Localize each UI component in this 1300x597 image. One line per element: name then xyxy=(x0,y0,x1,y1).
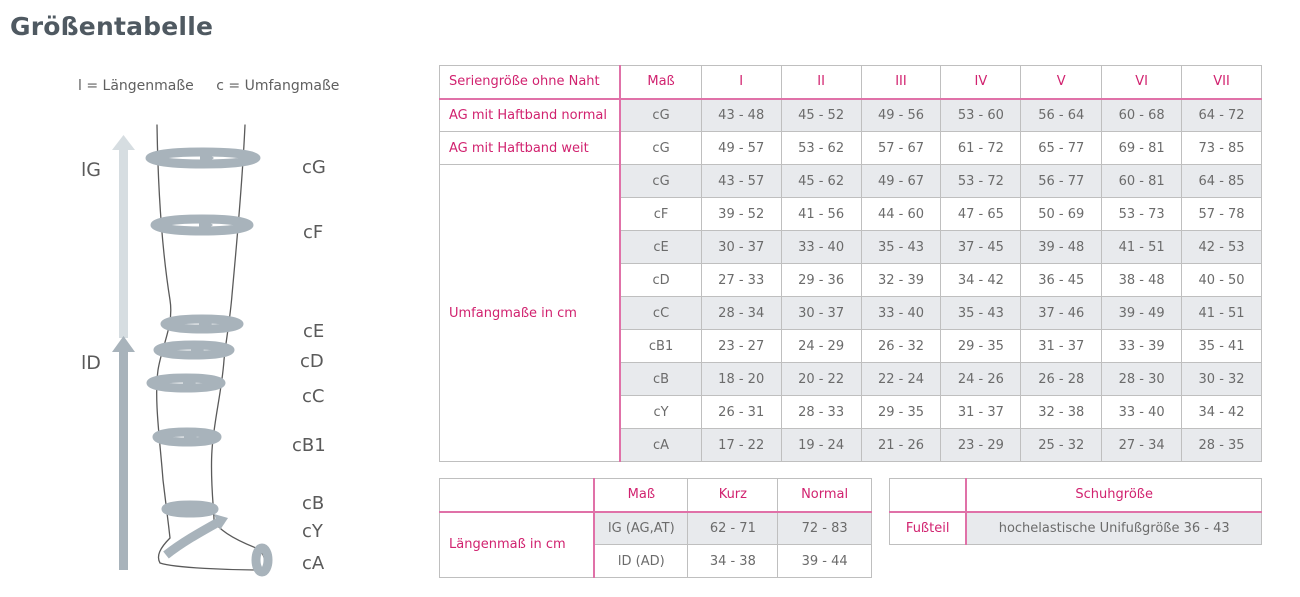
ring-arrow-icon xyxy=(158,341,230,359)
header-size-IV: IV xyxy=(941,66,1021,99)
table-cell: 45 - 52 xyxy=(781,99,861,132)
table-cell: 29 - 36 xyxy=(781,264,861,297)
table-cell: 44 - 60 xyxy=(861,198,941,231)
label-cG: cG xyxy=(302,157,326,178)
cell-mass: cG xyxy=(620,99,701,132)
table-cell: 38 - 48 xyxy=(1102,264,1182,297)
table-cell: 26 - 31 xyxy=(701,396,781,429)
ring-arrow-icon xyxy=(150,148,256,168)
table-cell: 49 - 67 xyxy=(861,165,941,198)
ring-arrow-icon xyxy=(166,501,214,517)
table-cell: 47 - 65 xyxy=(941,198,1021,231)
table-cell: 37 - 46 xyxy=(1021,297,1102,330)
header-schuhgroesse: Schuhgröße xyxy=(966,479,1261,512)
shoe-size-table xyxy=(889,478,1262,545)
table-cell: hochelastische Unifußgröße 36 - 43 xyxy=(966,512,1261,545)
label-cA: cA xyxy=(302,553,325,574)
page-title: Größentabelle xyxy=(10,12,214,41)
table-cell: 49 - 57 xyxy=(701,132,781,165)
table-cell: 39 - 44 xyxy=(778,545,872,578)
table-cell: 17 - 22 xyxy=(701,429,781,462)
header-size-III: III xyxy=(861,66,941,99)
header-size-VII: VII xyxy=(1182,66,1262,99)
table-cell: 43 - 57 xyxy=(701,165,781,198)
ring-arrow-icon xyxy=(166,514,228,555)
cell-mass: cG xyxy=(620,132,701,165)
table-cell: 41 - 51 xyxy=(1182,297,1262,330)
table-cell: 49 - 56 xyxy=(861,99,941,132)
table-cell: 69 - 81 xyxy=(1102,132,1182,165)
cell-mass: cG xyxy=(620,165,701,198)
row-label: Fußteil xyxy=(890,512,967,545)
size-table-header xyxy=(440,66,1262,99)
header-mass: Maß xyxy=(620,66,701,99)
table-cell: 33 - 40 xyxy=(1102,396,1182,429)
cell-mass: cC xyxy=(620,297,701,330)
table-cell: 29 - 35 xyxy=(861,396,941,429)
ring-arrow-icon xyxy=(155,215,249,235)
table-cell: 62 - 71 xyxy=(688,512,778,545)
table-cell: 28 - 34 xyxy=(701,297,781,330)
length-table-header xyxy=(440,479,872,512)
table-cell: 27 - 34 xyxy=(1102,429,1182,462)
table-cell: 20 - 22 xyxy=(781,363,861,396)
table-cell: 19 - 24 xyxy=(781,429,861,462)
cell-mass: cF xyxy=(620,198,701,231)
cell-mass: cB1 xyxy=(620,330,701,363)
ring-arrow-icon xyxy=(151,374,221,392)
table-cell: 33 - 40 xyxy=(781,231,861,264)
header-empty xyxy=(440,479,595,512)
table-cell: 24 - 29 xyxy=(781,330,861,363)
row-label: Längenmaß in cm xyxy=(440,512,595,578)
table-cell: 39 - 49 xyxy=(1102,297,1182,330)
table-cell: 30 - 37 xyxy=(781,297,861,330)
leg-diagram xyxy=(0,0,380,597)
table-cell: 31 - 37 xyxy=(941,396,1021,429)
table-cell: 72 - 83 xyxy=(778,512,872,545)
label-lG: lG xyxy=(81,159,102,181)
table-cell: 31 - 37 xyxy=(1021,330,1102,363)
table-cell: 73 - 85 xyxy=(1182,132,1262,165)
table-cell: 26 - 28 xyxy=(1021,363,1102,396)
table-cell: 42 - 53 xyxy=(1182,231,1262,264)
table-cell: 53 - 73 xyxy=(1102,198,1182,231)
table-cell: 45 - 62 xyxy=(781,165,861,198)
table-cell: 57 - 67 xyxy=(861,132,941,165)
table-row xyxy=(440,99,1262,132)
table-cell: 30 - 32 xyxy=(1182,363,1262,396)
table-cell: 25 - 32 xyxy=(1021,429,1102,462)
table-cell: 56 - 64 xyxy=(1021,99,1102,132)
cell-mass: cE xyxy=(620,231,701,264)
arrow-up-icon xyxy=(112,135,135,338)
table-cell: 35 - 43 xyxy=(861,231,941,264)
label-cE: cE xyxy=(303,321,325,342)
table-cell: 41 - 51 xyxy=(1102,231,1182,264)
table-cell: 64 - 72 xyxy=(1182,99,1262,132)
table-cell: 57 - 78 xyxy=(1182,198,1262,231)
label-cF: cF xyxy=(303,222,324,243)
cell-mass: cY xyxy=(620,396,701,429)
header-normal: Normal xyxy=(778,479,872,512)
header-mass: Maß xyxy=(594,479,688,512)
shoe-table-header xyxy=(890,479,1262,512)
size-table xyxy=(439,65,1262,462)
table-cell: 37 - 45 xyxy=(941,231,1021,264)
row-label: AG mit Haftband normal xyxy=(440,99,621,132)
table-cell: 34 - 42 xyxy=(941,264,1021,297)
table-cell: 34 - 42 xyxy=(1182,396,1262,429)
table-cell: 39 - 48 xyxy=(1021,231,1102,264)
header-kurz: Kurz xyxy=(688,479,778,512)
table-row xyxy=(440,512,872,545)
table-cell: 34 - 38 xyxy=(688,545,778,578)
header-empty xyxy=(890,479,967,512)
table-cell: 35 - 43 xyxy=(941,297,1021,330)
table-cell: 36 - 45 xyxy=(1021,264,1102,297)
table-cell: 56 - 77 xyxy=(1021,165,1102,198)
cell-mass: lD (AD) xyxy=(594,545,688,578)
table-cell: 29 - 35 xyxy=(941,330,1021,363)
cell-mass: cB xyxy=(620,363,701,396)
table-cell: 64 - 85 xyxy=(1182,165,1262,198)
table-cell: 30 - 37 xyxy=(701,231,781,264)
table-cell: 60 - 81 xyxy=(1102,165,1182,198)
table-cell: 53 - 72 xyxy=(941,165,1021,198)
row-label: AG mit Haftband weit xyxy=(440,132,621,165)
header-size-VI: VI xyxy=(1102,66,1182,99)
header-size-V: V xyxy=(1021,66,1102,99)
table-cell: 28 - 35 xyxy=(1182,429,1262,462)
table-row xyxy=(440,165,1262,198)
table-cell: 50 - 69 xyxy=(1021,198,1102,231)
table-cell: 41 - 56 xyxy=(781,198,861,231)
table-cell: 35 - 41 xyxy=(1182,330,1262,363)
table-cell: 33 - 39 xyxy=(1102,330,1182,363)
legend-length: l = Längenmaße xyxy=(78,78,194,94)
table-cell: 33 - 40 xyxy=(861,297,941,330)
arrow-up-icon xyxy=(112,336,135,570)
table-cell: 27 - 33 xyxy=(701,264,781,297)
label-cD: cD xyxy=(300,351,324,372)
ring-arrow-icon xyxy=(165,315,239,333)
table-cell: 61 - 72 xyxy=(941,132,1021,165)
cell-mass: cD xyxy=(620,264,701,297)
table-cell: 21 - 26 xyxy=(861,429,941,462)
length-table xyxy=(439,478,872,578)
header-seriengroesse: Seriengröße ohne Naht xyxy=(440,66,621,99)
table-cell: 23 - 27 xyxy=(701,330,781,363)
label-cC: cC xyxy=(302,386,325,407)
table-cell: 26 - 32 xyxy=(861,330,941,363)
table-cell: 65 - 77 xyxy=(1021,132,1102,165)
legend-girth: c = Umfangmaße xyxy=(216,78,340,94)
table-row xyxy=(890,512,1262,545)
label-cB1: cB1 xyxy=(292,435,326,456)
table-cell: 53 - 60 xyxy=(941,99,1021,132)
ring-arrow-icon xyxy=(157,428,217,446)
header-size-I: I xyxy=(701,66,781,99)
table-cell: 28 - 30 xyxy=(1102,363,1182,396)
table-cell: 28 - 33 xyxy=(781,396,861,429)
table-cell: 32 - 38 xyxy=(1021,396,1102,429)
table-cell: 18 - 20 xyxy=(701,363,781,396)
table-cell: 32 - 39 xyxy=(861,264,941,297)
label-cY: cY xyxy=(302,521,323,542)
table-cell: 53 - 62 xyxy=(781,132,861,165)
table-cell: 43 - 48 xyxy=(701,99,781,132)
table-cell: 60 - 68 xyxy=(1102,99,1182,132)
label-lD: lD xyxy=(81,352,101,374)
table-cell: 39 - 52 xyxy=(701,198,781,231)
table-cell: 22 - 24 xyxy=(861,363,941,396)
table-cell: 40 - 50 xyxy=(1182,264,1262,297)
cell-mass: cA xyxy=(620,429,701,462)
cell-mass: lG (AG,AT) xyxy=(594,512,688,545)
ring-arrow-icon xyxy=(256,548,268,572)
header-size-II: II xyxy=(781,66,861,99)
table-cell: 24 - 26 xyxy=(941,363,1021,396)
table-cell: 23 - 29 xyxy=(941,429,1021,462)
table-row xyxy=(440,132,1262,165)
row-label: Umfangmaße in cm xyxy=(440,165,621,462)
label-cB: cB xyxy=(302,493,325,514)
